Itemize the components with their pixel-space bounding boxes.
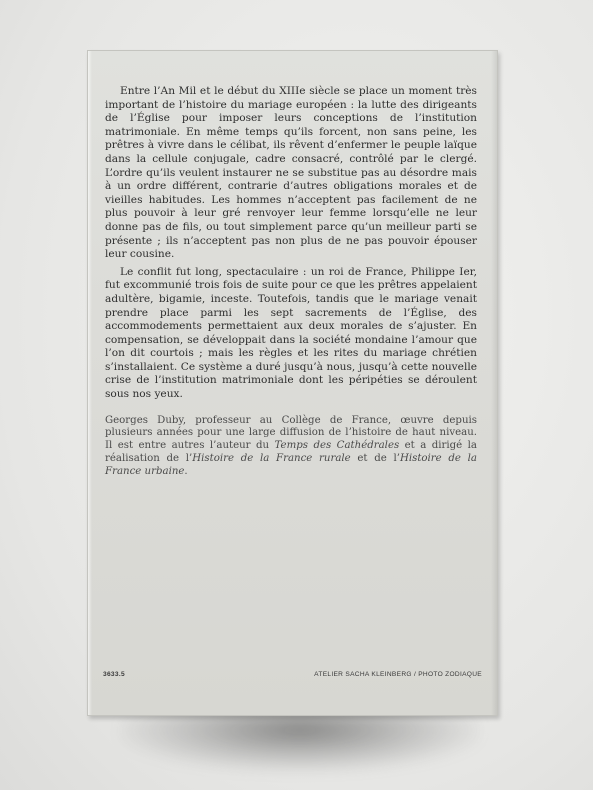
blurb-paragraph-2: Le conflit fut long, spectaculaire : un roi de France, Philippe Ier, fut excommunié trois fois de suite pour ce que les prêtres appelaient adultère, bigamie, inceste. Toutefois, tandis que le mariage venait prendre place parmi les sept sacrements de l’Église, des accommodements permettaient aux deux morales de s’ajuster. En compensation, se développait dans la société mondaine l’amour que l’on dit courtois ; mais les règles et les rites du mariage chrétien s’installaient. Ce système a duré jusqu’à nous, jusqu’à cette nouvelle crise de l’institution matrimoniale dont les péripéties se déroulent sous nos yeux. — [105, 265, 477, 401]
book-title-france-rurale: Histoire de la France rurale — [192, 453, 351, 465]
book-shadow — [120, 712, 480, 772]
author-bio-part-d: . — [184, 465, 188, 477]
author-bio-part-b: et a dirigé la réalisation de l’ — [105, 440, 477, 465]
book-title-france-urbaine: Histoire de la France urbaine — [105, 453, 477, 477]
design-credit: ATELIER SACHA KLEINBERG / PHOTO ZODIAQUE — [314, 671, 482, 678]
author-bio-part-c: et de l’ — [350, 453, 400, 465]
author-bio-part-a: Georges Duby, professeur au Collège de France, œuvre depuis plusieurs années pour une large diffusion de l’histoire de haut niveau. Il est entre autres l’auteur du — [105, 414, 477, 452]
book-back-cover — [87, 50, 498, 716]
book-title-temps-des-cathedrales: Temps des Cathédrales — [274, 440, 400, 452]
back-cover-text — [105, 85, 477, 479]
catalog-code: 3633.5 — [103, 671, 125, 678]
blurb-paragraph-1: Entre l’An Mil et le début du XIIIe siècle se place un moment très important de l’histoire du mariage européen : la lutte des dirigeants de l’Église pour imposer leurs conceptions de l’institution matrimoniale. En même temps qu’ils forcent, non sans peine, les prêtres à vivre dans le célibat, ils rêvent d’enfermer le peuple laïque dans la cellule conjugale, cadre consacré, contrôlé par le clergé. L’ordre qu’ils veulent instaurer ne se substitue pas au désordre mais à un ordre différent, contrarie d’autres obligations morales et de vieilles habitudes. Les hommes n’acceptent pas facilement de ne plus pouvoir à leur gré renvoyer leur femme lorsqu’elle ne leur donne pas de fils, ou tout simplement parce qu’un meilleur parti se présente ; ils n’acceptent pas non plus de ne pas pouvoir épouser leur cousine. — [105, 85, 477, 261]
author-bio — [105, 415, 477, 479]
